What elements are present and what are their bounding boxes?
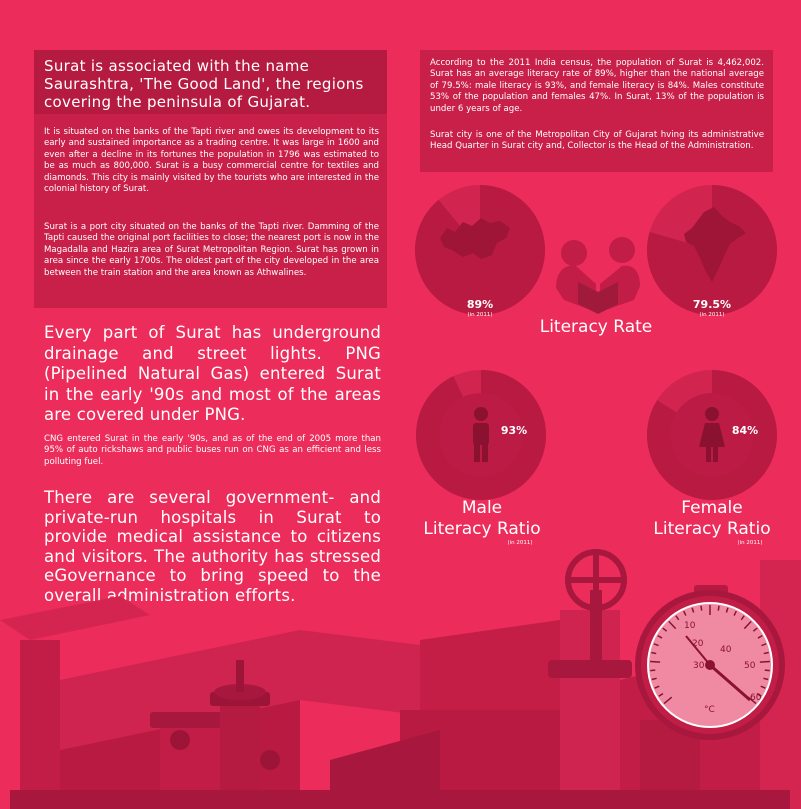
hospitals-heading: There are several government- and private-run hospitals in Surat to provide medical assistance to citizens and visitors. The authority has stressed eGovernance to bring speed to the overall administration efforts. <box>44 488 381 605</box>
male-literacy-value: 93% <box>500 424 528 437</box>
gauge-tick-30: 30 <box>693 661 705 671</box>
gauge-tick-mark <box>718 606 719 611</box>
female-label-line2: Literacy Ratio <box>653 519 771 539</box>
india-literacy-pie <box>647 185 777 315</box>
gauge-tick-mark <box>764 653 769 654</box>
drainage-heading: Every part of Surat has underground drainage and street lights. PNG (Pipelined Natural Gas) entered Surat in the early '90s and most of the areas are covered under PNG. <box>44 323 381 424</box>
gauge-tick-mark <box>651 653 656 654</box>
male-label-note: (in 2011) <box>507 540 533 546</box>
gauge-tick-60: 60 <box>750 693 762 703</box>
intro-heading: Surat is associated with the name Saurashtra, 'The Good Land', the regions covering the peninsula of Gujarat. <box>44 57 364 111</box>
female-label-line1: Female <box>681 498 743 518</box>
gauge-unit: °C <box>704 705 715 715</box>
surat-literacy-value: 89% <box>466 298 494 311</box>
male-label-line1: Male <box>461 498 503 518</box>
surat-literacy-pie <box>415 185 545 315</box>
history-paragraph: It is situated on the banks of the Tapti river and owes its development to its early and sustained importance as a trading centre. It was large in 1600 and even after a decline in its fortunes the population in 1796 was estimated to be as much as 800,000. Surat is a busy commercial centre for textiles and diamonds. This city is mainly visited by the tourists who are interested in the colonial history of Surat. <box>44 127 379 195</box>
literacy-rate-label: Literacy Rate <box>539 317 653 337</box>
india-literacy-note: (in 2011) <box>699 312 725 318</box>
gauge-tick-mark <box>760 662 770 663</box>
female-label-note: (in 2011) <box>737 540 763 546</box>
gauge-tick-mark <box>701 606 702 611</box>
gauge-tick-40: 40 <box>720 645 732 655</box>
gauge-tick-mark <box>650 662 660 663</box>
male-label-line2: Literacy Ratio <box>423 519 541 539</box>
gauge-tick-50: 50 <box>744 661 756 671</box>
female-literacy-value: 84% <box>731 424 759 437</box>
gauge-tick-20: 20 <box>692 639 704 649</box>
reading-people-icon <box>556 237 640 314</box>
metro-paragraph: Surat city is one of the Metropolitan City of Gujarat hving its administrative Head Quarter in Surat city and, Collector is the Head of the Administration. <box>430 130 764 152</box>
india-literacy-value: 79.5% <box>692 298 732 311</box>
gauge-tick-10: 10 <box>684 621 696 631</box>
port-paragraph: Surat is a port city situated on the banks of the Tapti river. Damming of the Tapti caused the original port facilities to close; the nearest port is now in the Magadalla and Hazira area of Surat Metropolitan Region. Surat has grown in area since the early 1700s. The oldest part of the city developed in the area between the train station and the area known as Athwalines. <box>44 222 379 278</box>
surat-literacy-note: (in 2011) <box>467 312 493 318</box>
census-paragraph: According to the 2011 India census, the population of Surat is 4,462,002. Surat has an average literacy rate of 89%, higher than the national average of 79.5%: male literacy is 93%, and female literacy is 84%. Males constitute 53% of the population and females 47%. In Surat, 13% of the population is under 6 years of age. <box>430 58 764 114</box>
cng-paragraph: CNG entered Surat in the early '90s, and as of the end of 2005 more than 95% of auto rickshaws and public buses run on CNG as an efficient and less polluting fuel. <box>44 434 381 467</box>
